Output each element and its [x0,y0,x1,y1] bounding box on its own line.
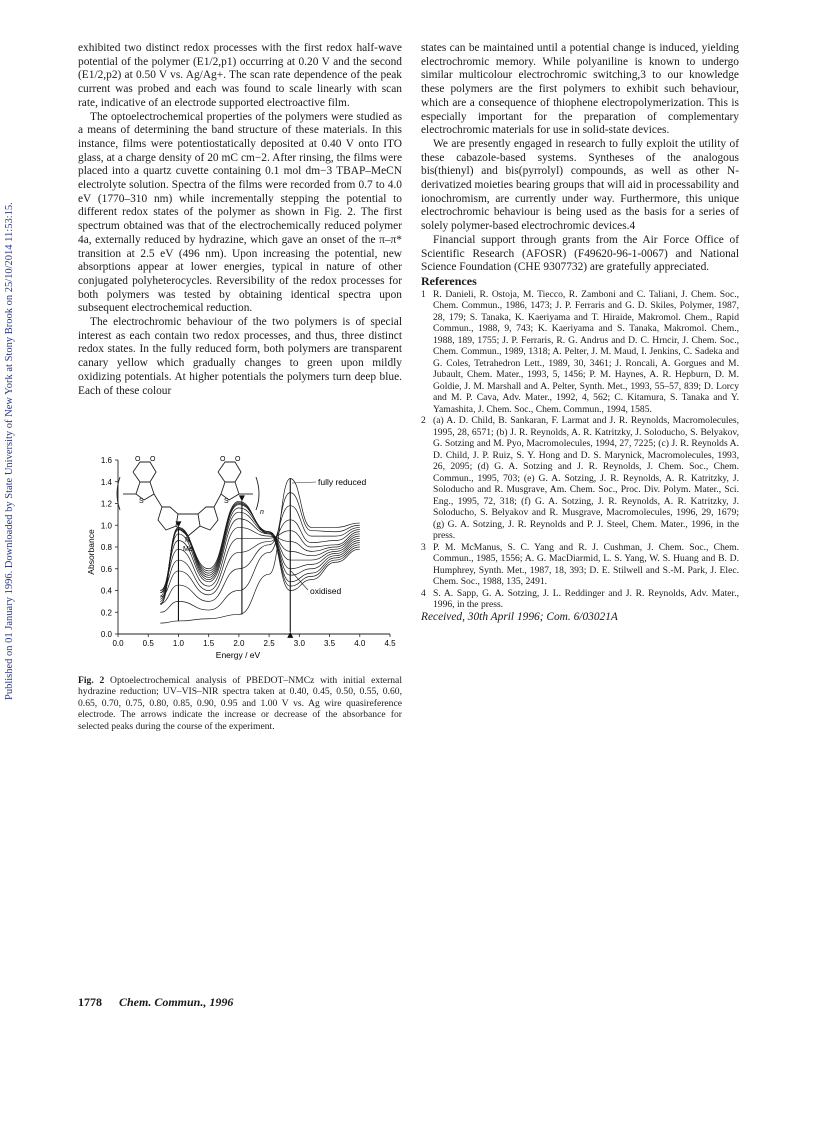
figure-caption [78,675,402,732]
y-axis-label: Absorbance [86,529,96,575]
reference-item [421,542,739,588]
paragraph: states can be maintained until a potential change is induced, yielding electrochromic memory. While polyaniline is known to undergo similar multicolour electrochromic switching,3 to our knowledge these polymers are the first polymers to exhibit such behaviour, which are a consequence of thiophene electropolymerization. This is especially important for the preparation of complementary electrochromic materials for use in solid-state devices. [421,42,739,137]
structure-label: N [185,537,191,544]
y-tick-label: 1.0 [100,521,112,531]
annotation-fully-reduced: fully reduced [318,477,367,487]
reference-item [421,588,739,611]
y-tick-label: 0.2 [100,608,112,618]
y-tick-label: 1.2 [100,499,112,509]
structure-label: S [139,498,144,505]
x-tick-label: 0.0 [112,639,124,648]
annotation-leader-line [292,482,316,483]
figure-caption-label: Fig. 2 [78,675,105,686]
structure-label: O [135,456,141,463]
annotation-oxidised: oxidised [310,586,342,596]
y-tick-label: 0.8 [100,543,112,552]
y-tick-label: 0.4 [100,586,112,596]
reference-text: (a) A. D. Child, B. Sankaran, F. Larmat and J. R. Reynolds, Macromolecules, 1995, 28, 6571; (b) J. R. Reynolds, A. R. Katritzky, J. Soloducho, S. Belyakov, G. Sotzing and M. Pyo, Macromolecules, 1994, 27, 7225; (c) J. R. Reynolds A. D. Child, J. P. Ruiz, S. Y. Hong and D. S. Marynick, Macromolecules, 1993, 26, 2095; (d) G. A. Sotzing and J. R. Reynolds, J. Chem. Soc., Chem. Commun., 1995, 703; (e) G. A. Sotzing, J. R. Reynolds, A. R. Katritzky, J. Soloducho and R. Musgrave, Am. Chem. Soc., Proc. Div. Polym. Mater., Sci. Eng., 1995, 72, 318; (f) G. A. Sotzing, J. R. Reynolds, A. R. Katritzky, J. Soloducho, S. Belyakov and R. Musgrave, Macromolecules, 1996, 29, 1679; (g) G. A. Sotzing, J. R. Reynolds and P. J. Steel, Chem. Mater., 1996, in the press. [433,415,739,542]
x-tick-label: 2.0 [233,639,245,648]
y-tick-label: 0.0 [100,630,112,639]
x-tick-label: 2.5 [263,639,275,648]
x-tick-label: 4.0 [354,639,366,648]
x-tick-label: 0.5 [142,639,154,648]
reference-text: R. Danieli, R. Ostoja, M. Tiecco, R. Zamboni and C. Taliani, J. Chem. Soc., Chem. Commun., 1986, 1473; J. P. Ferraris and G. D. Skiles, Polymer, 1987, 28, 179; S. Tanaka, K. Kaeriyama and T. Hiraide, Makromol. Chem., Rapid Commun., 1988, 9, 743; K. Kaeriyama and S. Tanaka, Makromol. Chem., 1988, 189, 1755; J. P. Ferraris, R. G. Andrus and D. C. Hrncir, J. Chem. Soc., Chem. Commun., 1989, 1318; A. Pelter, J. M. Maud, I. Jenkins, C. Sadeka and G. Coles, Tetrahedron Lett., 1989, 30, 3461; J. Roncali, A. Gorgues and M. Jubault, Chem. Mater., 1993, 5, 1456; P. M. Haynes, A. R. Hepburn, D. M. Goldie, J. M. Marshall and A. Pelter, Synth. Met., 1993, 55–57, 839; D. Lorcy and M. P. Cava, Adv. Mater., 1992, 4, 562; C. Kitamura, S. Tanaka and Y. Yamashita, J. Chem. Soc., Chem. Commun., 1994, 1585. [433,288,739,415]
paragraph: The optoelectrochemical properties of the polymers were studied as a means of determining the band structure of these materials. In this instance, films were potentiostatically deposited at 0.40 V onto ITO glass, at a charge density of 20 mC cm−2. After rinsing, the films were placed into a quartz cuvette containing 0.1 mol dm−3 TBAP–MeCN electrolyte solution. Spectra of the films were recorded from 0.7 to 4.0 eV (1770–310 nm) while incrementally stepping the potential to different redox states of the polymer as shown in Fig. 2. The first spectrum obtained was that of the electrochemically reduced polymer 4a, externally reduced by hydrazine, which gave an onset of the π–π* transition at 2.5 eV (496 nm). Upon increasing the potential, new absorptions appear at lower energies, typical in nature of other conjugated polyheterocycles. Reversibility of the redox processes for both polymers was tested by obtaining identical spectra upon subsequent electrochemical reduction. [78,110,402,315]
reference-number: 1 [421,288,426,300]
x-axis-label: Energy / eV [215,650,261,660]
received-date: Received, 30th April 1996; Com. 6/03021A [421,610,618,623]
download-watermark [4,180,18,700]
reference-item [421,415,739,542]
arrow-up-2-head [239,495,245,501]
reference-text: S. A. Sapp, G. A. Sotzing, J. L. Reddinger and J. R. Reynolds, Adv. Mater., 1996, in the press. [433,587,739,611]
page-number: 1778 [78,995,102,1009]
figure-2 [78,452,402,662]
paragraph: Financial support through grants from the Air Force Office of Scientific Research (AFOSR) (F49620-96-1-0067) and National Science Foundation (CHE 9307732) are gratefully appreciated. [421,233,739,274]
x-tick-label: 3.0 [293,639,305,648]
left-column [78,42,402,398]
download-watermark-text: Published on 01 January 1996. Downloaded by State University of New York at Stony Brook on 25/10/2014 11:53:15. [4,202,15,700]
structure-label: O [235,456,241,463]
y-tick-label: 0.6 [100,564,112,574]
arrow-down-head [287,632,293,638]
structure-label: n [260,509,264,516]
structure-label: S [224,498,229,505]
reference-number: 3 [421,541,426,553]
reference-item [421,289,739,416]
chart-series [160,478,359,637]
x-tick-label: 3.5 [323,639,336,648]
x-tick-label: 1.5 [203,639,215,648]
reference-text: P. M. McManus, S. C. Yang and R. J. Cushman, J. Chem. Soc., Chem. Commun., 1985, 1556; A. G. MacDiarmid, L. S. Yang, W. S. Huang and B. D. Humphrey, Synth. Met., 1987, 18, 393; D. E. Stilwell and S.-M. Park, J. Elec. Chem. Soc., 1988, 135, 2491. [433,541,739,588]
y-tick-label: 1.6 [100,456,112,465]
reference-number: 2 [421,415,426,427]
page-footer [78,995,233,1010]
absorbance-chart [78,452,402,662]
references-heading: References [421,273,477,288]
structure-label: O [220,456,226,463]
y-tick-label: 1.4 [100,477,112,487]
references-list [421,289,739,611]
structure-label: Me [183,546,193,553]
structure-label: O [150,456,156,463]
paragraph: We are presently engaged in research to fully exploit the utility of these cabazole-based systems. Syntheses of the analogous bis(thienyl) and bis(pyrrolyl) compounds, as well as other N-derivatized moieties bearing groups that will aid in processability and ionochromism, are currently under way. Furthermore, this unique electrochromic behaviour is being used as the basis for a series of solely polymer-based electrochromic devices.4 [421,137,739,233]
x-tick-label: 4.5 [384,639,396,648]
paragraph: The electrochromic behaviour of the two polymers is of special interest as each contain two redox processes, and thus, three distinct redox states. In the fully reduced form, both polymers are transparent canary yellow which gradually changes to green upon mildly oxidizing potentials. At higher potentials the polymers turn deep blue. Each of these colour [78,316,402,397]
x-tick-label: 1.0 [172,639,185,648]
journal-name: Chem. Commun., 1996 [119,995,234,1009]
reference-number: 4 [421,587,426,599]
paragraph: exhibited two distinct redox processes with the first redox half-wave potential of the polymer (E1/2,p1) occurring at 0.20 V and the second (E1/2,p2) at 0.50 V vs. Ag/Ag+. The scan rate dependence of the peak current was probed and each was found to scale linearly with scan rate, indicative of an electrode supported electroactive film. [78,42,402,109]
right-column [421,42,739,624]
figure-caption-text: Optoelectrochemical analysis of PBEDOT–NMCz with initial external hydrazine reduction; UV–VIS–NIR spectra taken at 0.40, 0.45, 0.50, 0.55, 0.60, 0.65, 0.70, 0.75, 0.80, 0.85, 0.90, 0.95 and 1.00 V vs. Ag wire quasireference electrode. The arrows indicate the increase or decrease of the absorbance for selected peaks during the course of the experiment. [78,675,402,732]
